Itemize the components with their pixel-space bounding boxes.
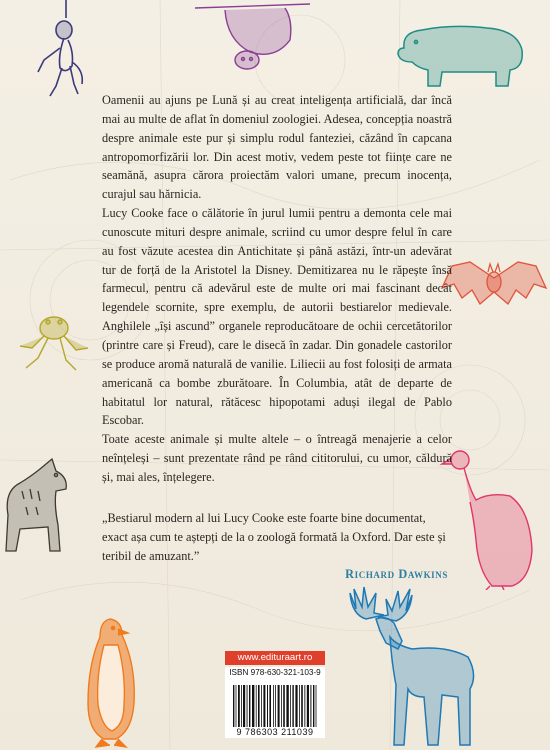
review-quote: „Bestiarul modern al lui Lucy Cooke este foarte bine documentat, exact așa cum te aștepți de la o zoologă formată la Oxford. Dar este și teribil de amuzant.” — [102, 511, 446, 563]
hyena-icon — [0, 455, 75, 555]
publisher-url: www.edituraart.ro — [225, 651, 325, 665]
blurb-paragraph: Oamenii au ajuns pe Lună și au creat inteligența artificială, dar încă mai au multe de aflat în domeniul zoologiei. Adesea, concepția noastră despre animale este pur și simplu rodul fanteziei, căzând în capcana antropomorfizării lor. Din acest motiv, vedem peste tot ființe care ne seamănă, asupra cărora proiectăm valori umane, precum inocența, curajul sau hărnicia. — [102, 93, 452, 202]
sloth-icon — [195, 0, 310, 72]
isbn-label: ISBN 978-630-321-103-9 — [225, 667, 325, 678]
blurb-paragraph: Toate aceste animale și multe altele – o întreagă menajerie a celor neînțeleși – sunt prezentate rând pe rând cititorului, cu umor, căldură și, mai ales, înțelegere. — [102, 432, 452, 484]
bat-icon — [440, 248, 548, 328]
moose-icon — [346, 585, 486, 750]
hippo-icon — [392, 20, 532, 92]
penguin-icon — [82, 615, 140, 750]
frog-icon — [14, 302, 92, 374]
quote-author: Richard Dawkins — [345, 567, 448, 581]
monkey-icon — [28, 0, 88, 100]
vulture-icon — [440, 440, 540, 590]
blurb — [102, 91, 452, 487]
blurb-paragraph: Lucy Cooke face o călătorie în jurul lumii pentru a demonta cele mai cunoscute mituri despre animale, scriind cu umor despre felul în care au fost văzute acestea din Antichitate și până astăzi, într-un adevărat tur de forță de la Aristotel la Disney. Demitizarea nu le răpește însă farmecul, pentru că adevărul este de multe ori mai fascinant decât legendele scornite, spre exemplu, de autorii bestiarelor medievale. Anghilele „își ascund” organele reproducătoare de ochii cercetătorilor (printre care și Freud), care le disecă în zadar. Din gonadele castorilor se produce aromă naturală de vanilie. Liliecii au fost folosiți de armata americană ca bombe zburătoare. În Columbia, atât de departe de habitatul lor natural, rătăcesc hipopotami aduși ilegal de Pablo Escobar. — [102, 206, 452, 428]
barcode-digits: 9 786303 211039 — [225, 727, 325, 738]
